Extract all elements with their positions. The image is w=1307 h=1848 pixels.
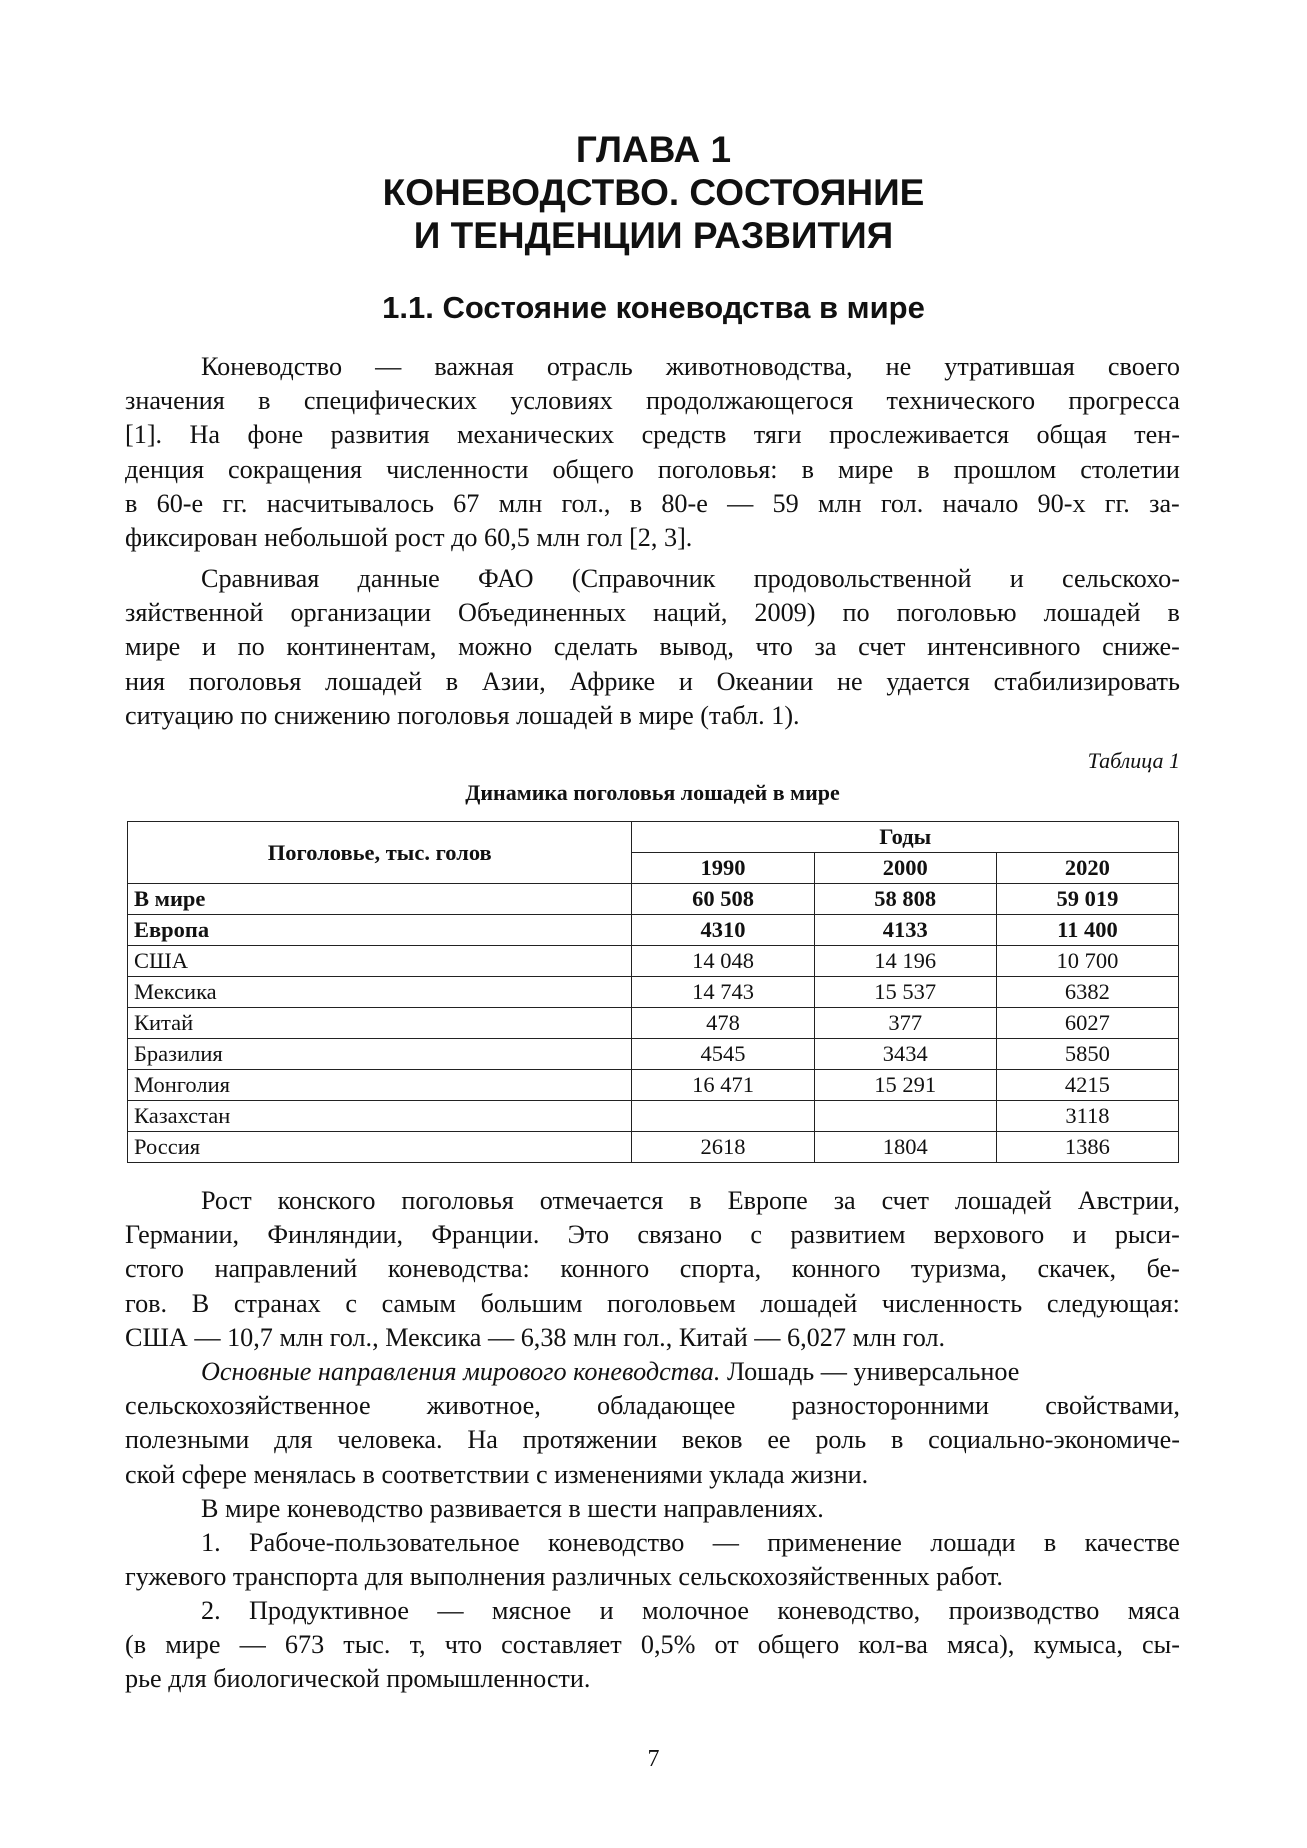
word: 59 (772, 488, 799, 518)
cell-2000: 58 808 (814, 884, 996, 915)
word: для (274, 1425, 313, 1455)
word: Африке (569, 666, 656, 696)
word: 60-е (156, 488, 204, 518)
chapter-name-line-2: И ТЕНДЕНЦИИ РАЗВИТИЯ (413, 215, 894, 256)
table-row (128, 977, 1179, 1008)
word: (Справочник (571, 564, 716, 593)
paragraph-5 (125, 1492, 1180, 1526)
word: тен- (1134, 420, 1180, 450)
cell-1990: 14 048 (632, 946, 814, 977)
word: данные (357, 564, 440, 593)
word: Европе (727, 1186, 808, 1215)
paragraph-line (125, 1423, 1180, 1457)
word: лошадей (1043, 598, 1141, 628)
word: и (678, 666, 693, 696)
word: следующая: (1046, 1288, 1180, 1318)
table-caption: Динамика поголовья лошадей в мире (465, 780, 840, 805)
cell-2000: 1804 (814, 1132, 996, 1163)
word: продолжающегося (646, 386, 854, 416)
word: 90-х (1037, 488, 1086, 518)
word: по (842, 598, 870, 628)
word: интенсивного (927, 632, 1081, 662)
table-row (128, 915, 1179, 946)
cell-1990 (632, 1101, 814, 1132)
cell-2020: 1386 (996, 1132, 1178, 1163)
paragraph-line (125, 384, 1180, 418)
word: столетии (1080, 454, 1180, 484)
word: поголовья: (657, 454, 778, 484)
word: Франции. (431, 1220, 540, 1250)
paragraph-line (125, 1184, 1180, 1218)
word: 0,5% (640, 1630, 696, 1660)
paragraph-line (125, 596, 1180, 630)
word: общего (757, 1630, 840, 1660)
word: мире (125, 632, 181, 662)
lead-rest: Лошадь — универсальное (720, 1357, 1020, 1386)
word: что (444, 1630, 483, 1660)
word: большим (480, 1288, 583, 1318)
word: поголовьем (607, 1288, 736, 1318)
word: сделать (553, 632, 638, 662)
word: скачек, (1037, 1254, 1117, 1284)
word: с (345, 1288, 357, 1318)
cell-2020: 4215 (996, 1070, 1178, 1101)
cell-1990: 14 743 (632, 977, 814, 1008)
cell-1990: 16 471 (632, 1070, 814, 1101)
word: тыс. (343, 1630, 391, 1660)
section-title: 1.1. Состояние коневодства в мире (382, 290, 925, 325)
paragraph-line (125, 1252, 1180, 1286)
word: протяжении (522, 1425, 658, 1455)
paragraph-line: ситуацию по снижению поголовья лошадей в мире (табл. 1). (125, 700, 800, 730)
word: в (890, 1425, 904, 1455)
cell-1990: 2618 (632, 1132, 814, 1163)
word: (в (125, 1630, 147, 1660)
word: мяса), (946, 1630, 1015, 1660)
header-years-group: Годы (632, 822, 1179, 853)
cell-2000: 4133 (814, 915, 996, 946)
word: 2. (201, 1596, 221, 1625)
word: качестве (1084, 1528, 1180, 1557)
word: сниже- (1102, 632, 1180, 662)
cell-2020: 6027 (996, 1008, 1178, 1039)
word: и (1009, 564, 1024, 593)
row-name: Россия (128, 1132, 632, 1163)
word: мире (837, 454, 894, 484)
word: — (239, 1630, 266, 1660)
word: Объединенных (458, 598, 627, 628)
word: условиях (510, 386, 613, 416)
paragraph-3 (125, 1184, 1180, 1355)
word: мясное (491, 1596, 572, 1625)
word: прослеживается (829, 420, 1010, 450)
word: Рост (201, 1186, 252, 1215)
cell-2000: 15 291 (814, 1070, 996, 1101)
word: — (712, 1528, 739, 1557)
word: насчитывалось (266, 488, 434, 518)
word: На (467, 1425, 498, 1455)
header-year-1990: 1990 (632, 853, 814, 884)
word: 673 (284, 1630, 325, 1660)
paragraph-line: рье для биологической промышленности. (125, 1664, 591, 1694)
word: конного (791, 1254, 881, 1284)
word: Продуктивное (249, 1596, 410, 1625)
italic-lead: Основные направления мирового коневодства. (201, 1357, 721, 1386)
paragraph-4 (125, 1355, 1180, 1492)
paragraph-1 (125, 350, 1180, 555)
word: счет (858, 632, 906, 662)
row-name: Европа (128, 915, 632, 946)
word: конского (277, 1186, 376, 1215)
word: в (629, 488, 643, 518)
word: важная (434, 352, 514, 381)
word: отрасль (546, 352, 633, 381)
chapter-name-line-1: КОНЕВОДСТВО. СОСТОЯНИЕ (382, 172, 925, 213)
word: В (191, 1288, 210, 1318)
word: самым (381, 1288, 456, 1318)
word: гол., (561, 488, 611, 518)
word: развития (330, 420, 430, 450)
word: лошадей (760, 1288, 858, 1318)
word: в (258, 386, 271, 416)
word: ФАО (478, 564, 534, 593)
word: гг. (222, 488, 248, 518)
word: лошадей (954, 1186, 1052, 1215)
word: с (750, 1220, 763, 1250)
chapter-title (0, 128, 1307, 257)
cell-1990: 60 508 (632, 884, 814, 915)
word: спорта, (679, 1254, 762, 1284)
cell-2000: 15 537 (814, 977, 996, 1008)
word: Океании (716, 666, 814, 696)
word: развитием (790, 1220, 906, 1250)
word: фоне (247, 420, 304, 450)
word: веков (681, 1425, 743, 1455)
table-row (128, 1132, 1179, 1163)
word: что (755, 632, 793, 662)
table-row (128, 1008, 1179, 1039)
word: свойствами, (1045, 1391, 1180, 1421)
cell-2020: 6382 (996, 977, 1178, 1008)
cell-2020: 5850 (996, 1039, 1178, 1070)
word: своего (1107, 352, 1180, 381)
row-name: Бразилия (128, 1039, 632, 1070)
paragraph-line (125, 350, 1180, 384)
word: 80-е (661, 488, 708, 518)
word: связано (637, 1220, 723, 1250)
word: направлений (214, 1254, 358, 1284)
table-row (128, 1039, 1179, 1070)
word: составляет (501, 1630, 622, 1660)
word: 67 (453, 488, 480, 518)
word: полезными (125, 1425, 250, 1455)
paragraph-7 (125, 1594, 1180, 1697)
word: Коневодство (201, 352, 343, 381)
word: зяйственной (125, 598, 264, 628)
paragraph-line: В мире коневодство развивается в шести направлениях. (201, 1494, 824, 1523)
word: конного (560, 1254, 650, 1284)
word: в (801, 454, 814, 484)
word: в (1167, 598, 1180, 628)
word: животноводства, (665, 352, 853, 381)
word: поголовья (188, 666, 302, 696)
word: коневодства: (387, 1254, 530, 1284)
word: не (885, 352, 912, 381)
word: обладающее (597, 1391, 736, 1421)
word: лошади (930, 1528, 1016, 1557)
word: в (1043, 1528, 1057, 1557)
word: ее (767, 1425, 791, 1455)
word: общего (552, 454, 634, 484)
row-name: В мире (128, 884, 632, 915)
word: сельскохо- (1062, 564, 1180, 593)
table-row (128, 1070, 1179, 1101)
word: Германии, (125, 1220, 240, 1250)
word: специфических (303, 386, 477, 416)
word: человека. (337, 1425, 443, 1455)
word: поголовью (896, 598, 1017, 628)
word: в (917, 454, 930, 484)
word: от (714, 1630, 739, 1660)
word: стого (125, 1254, 184, 1284)
word: организации (290, 598, 432, 628)
word: в (125, 488, 138, 518)
word: продовольственной (753, 564, 972, 593)
word: гг. (1104, 488, 1130, 518)
word: лошадей (325, 666, 422, 696)
cell-2020: 3118 (996, 1101, 1178, 1132)
word: гол. (880, 488, 924, 518)
word: тяги (753, 420, 802, 450)
word: можно (458, 632, 533, 662)
paragraph-line (125, 1287, 1180, 1321)
word: сокращения (228, 454, 363, 484)
cell-1990: 478 (632, 1008, 814, 1039)
row-name: Китай (128, 1008, 632, 1039)
word: Это (567, 1220, 610, 1250)
word: ния (125, 666, 166, 696)
header-year-2000: 2000 (814, 853, 996, 884)
word: роль (815, 1425, 867, 1455)
paragraph-line (125, 1355, 1180, 1389)
word: механических (456, 420, 615, 450)
word: Финляндии, (267, 1220, 404, 1250)
word: бе- (1146, 1254, 1180, 1284)
word: гов. (125, 1288, 168, 1318)
word: т, (409, 1630, 426, 1660)
word: за (833, 1186, 856, 1215)
cell-1990: 4310 (632, 915, 814, 946)
word: Азии, (481, 666, 546, 696)
word: общая (1036, 420, 1107, 450)
word: поголовья (401, 1186, 514, 1215)
word: и (599, 1596, 614, 1625)
paragraph-line (125, 1594, 1180, 1628)
word: численность (881, 1288, 1023, 1318)
word: животное, (426, 1391, 541, 1421)
cell-2020: 11 400 (996, 915, 1178, 946)
word: прошлом (953, 454, 1057, 484)
word: по (237, 632, 265, 662)
word: численности (386, 454, 529, 484)
paragraph-line: ской сфере менялась в соответствии с изменениями уклада жизни. (125, 1459, 869, 1489)
row-name: Мексика (128, 977, 632, 1008)
word: Австрии, (1077, 1186, 1180, 1215)
word: — (375, 352, 402, 381)
chapter-number: ГЛАВА 1 (575, 129, 732, 170)
word: молочное (641, 1596, 749, 1625)
word: утратившая (944, 352, 1075, 381)
table-header-row (128, 822, 1179, 853)
word: кол-ва (858, 1630, 928, 1660)
cell-2000: 3434 (814, 1039, 996, 1070)
paragraph-line (125, 1628, 1180, 1662)
row-name: Казахстан (128, 1101, 632, 1132)
paragraph-line: гужевого транспорта для выполнения различных сельскохозяйственных работ. (125, 1562, 1003, 1592)
paragraph-line (125, 1218, 1180, 1252)
word: мяса (1127, 1596, 1180, 1625)
word: верхового (933, 1220, 1045, 1250)
word: — (727, 488, 754, 518)
word: мире (165, 1630, 221, 1660)
word: туризма, (911, 1254, 1007, 1284)
word: коневодство, (777, 1596, 921, 1625)
paragraph-line (125, 487, 1180, 521)
header-population: Поголовье, тыс. голов (128, 822, 632, 884)
paragraph-line (125, 562, 1180, 596)
word: производство (948, 1596, 1100, 1625)
paragraph-line (125, 1389, 1180, 1423)
paragraph-line (125, 665, 1180, 699)
word: коневодство (548, 1528, 685, 1557)
word: в (689, 1186, 702, 1215)
cell-2000: 14 196 (814, 946, 996, 977)
word: отмечается (539, 1186, 664, 1215)
page-number: 7 (647, 1746, 660, 1772)
header-year-2020: 2020 (996, 853, 1178, 884)
paragraph-6 (125, 1526, 1180, 1594)
table-row (128, 1101, 1179, 1132)
word: На (189, 420, 221, 450)
word: наций, (653, 598, 728, 628)
word: стабилизировать (993, 666, 1180, 696)
table-row (128, 946, 1179, 977)
word: и (1072, 1220, 1087, 1250)
word: денция (125, 454, 205, 484)
word: за- (1149, 488, 1180, 518)
word: за (814, 632, 837, 662)
paragraph-2 (125, 562, 1180, 733)
word: и (201, 632, 216, 662)
cell-1990: 4545 (632, 1039, 814, 1070)
paragraph-line (125, 630, 1180, 664)
word: вывод, (659, 632, 734, 662)
word: удается (886, 666, 970, 696)
word: млн (498, 488, 543, 518)
paragraph-line (125, 453, 1180, 487)
word: Сравнивая (201, 564, 320, 593)
word: 2009) (754, 598, 816, 628)
word: в (445, 666, 459, 696)
paragraph-line: США — 10,7 млн гол., Мексика — 6,38 млн гол., Китай — 6,027 млн гол. (125, 1322, 946, 1352)
row-name: США (128, 946, 632, 977)
horse-population-table (127, 821, 1179, 1163)
word: сельскохозяйственное (125, 1391, 371, 1421)
word: странах (233, 1288, 321, 1318)
word: технического (886, 386, 1036, 416)
word: сы- (1141, 1630, 1180, 1660)
paragraph-line: фиксирован небольшой рост до 60,5 млн гол [2, 3]. (125, 522, 693, 552)
cell-2000 (814, 1101, 996, 1132)
word: Рабоче-пользовательное (249, 1528, 520, 1557)
word: рыси- (1114, 1220, 1180, 1250)
word: 1. (201, 1528, 221, 1557)
word: применение (767, 1528, 902, 1557)
cell-2000: 377 (814, 1008, 996, 1039)
table-label: Таблица 1 (1087, 748, 1180, 773)
word: млн (817, 488, 862, 518)
word: континентам, (286, 632, 437, 662)
word: прогресса (1068, 386, 1180, 416)
paragraph-line (125, 418, 1180, 452)
table-row (128, 884, 1179, 915)
word: начало (942, 488, 1019, 518)
cell-2020: 59 019 (996, 884, 1178, 915)
word: значения (125, 386, 225, 416)
word: — (437, 1596, 464, 1625)
row-name: Монголия (128, 1070, 632, 1101)
paragraph-line (125, 1526, 1180, 1560)
word: кумыса, (1033, 1630, 1123, 1660)
word: социально-экономиче- (928, 1425, 1180, 1455)
word: не (836, 666, 863, 696)
word: [1]. (125, 420, 163, 450)
cell-2020: 10 700 (996, 946, 1178, 977)
word: разносторонними (791, 1391, 990, 1421)
word: счет (881, 1186, 929, 1215)
word: средств (641, 420, 727, 450)
